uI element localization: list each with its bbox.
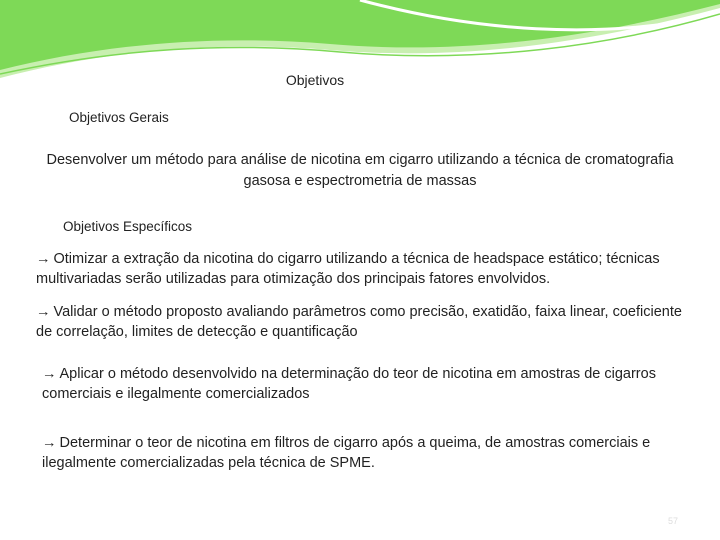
- specific-objective-item: [42, 364, 692, 404]
- specific-objective-item: [42, 433, 717, 473]
- general-objectives-heading: Objetivos Gerais: [69, 110, 169, 125]
- objective-text: Determinar o teor de nicotina em filtros de cigarro após a queima, de amostras comerciais e ilegalmente comercializadas pela técnica de SPME.: [42, 435, 651, 471]
- arrow-right-icon: →: [42, 435, 57, 451]
- arrow-right-icon: →: [36, 251, 51, 267]
- objective-text: Validar o método proposto avaliando parâmetros como precisão, exatidão, faixa linear, coeficiente de correlação, limites de detecção e quantificação: [36, 304, 682, 340]
- arrow-right-icon: →: [42, 366, 57, 382]
- slide-title: Objetivos: [285, 72, 345, 88]
- arrow-right-icon: →: [36, 304, 51, 320]
- specific-objective-item: [36, 249, 686, 289]
- objective-text: Otimizar a extração da nicotina do cigarro utilizando a técnica de headspace estático; técnicas multivariadas serão utilizadas para otimização dos principais fatores envolvidos.: [36, 251, 660, 287]
- specific-objective-item: [36, 302, 686, 342]
- general-objective-text: Desenvolver um método para análise de nicotina em cigarro utilizando a técnica de cromatografia gasosa e espectrometria de massas: [46, 152, 674, 189]
- specific-objectives-heading: Objetivos Específicos: [63, 219, 193, 234]
- objective-text: Aplicar o método desenvolvido na determinação do teor de nicotina em amostras de cigarros comerciais e ilegalmente comercializados: [42, 366, 656, 402]
- slide-number: 57: [668, 516, 679, 526]
